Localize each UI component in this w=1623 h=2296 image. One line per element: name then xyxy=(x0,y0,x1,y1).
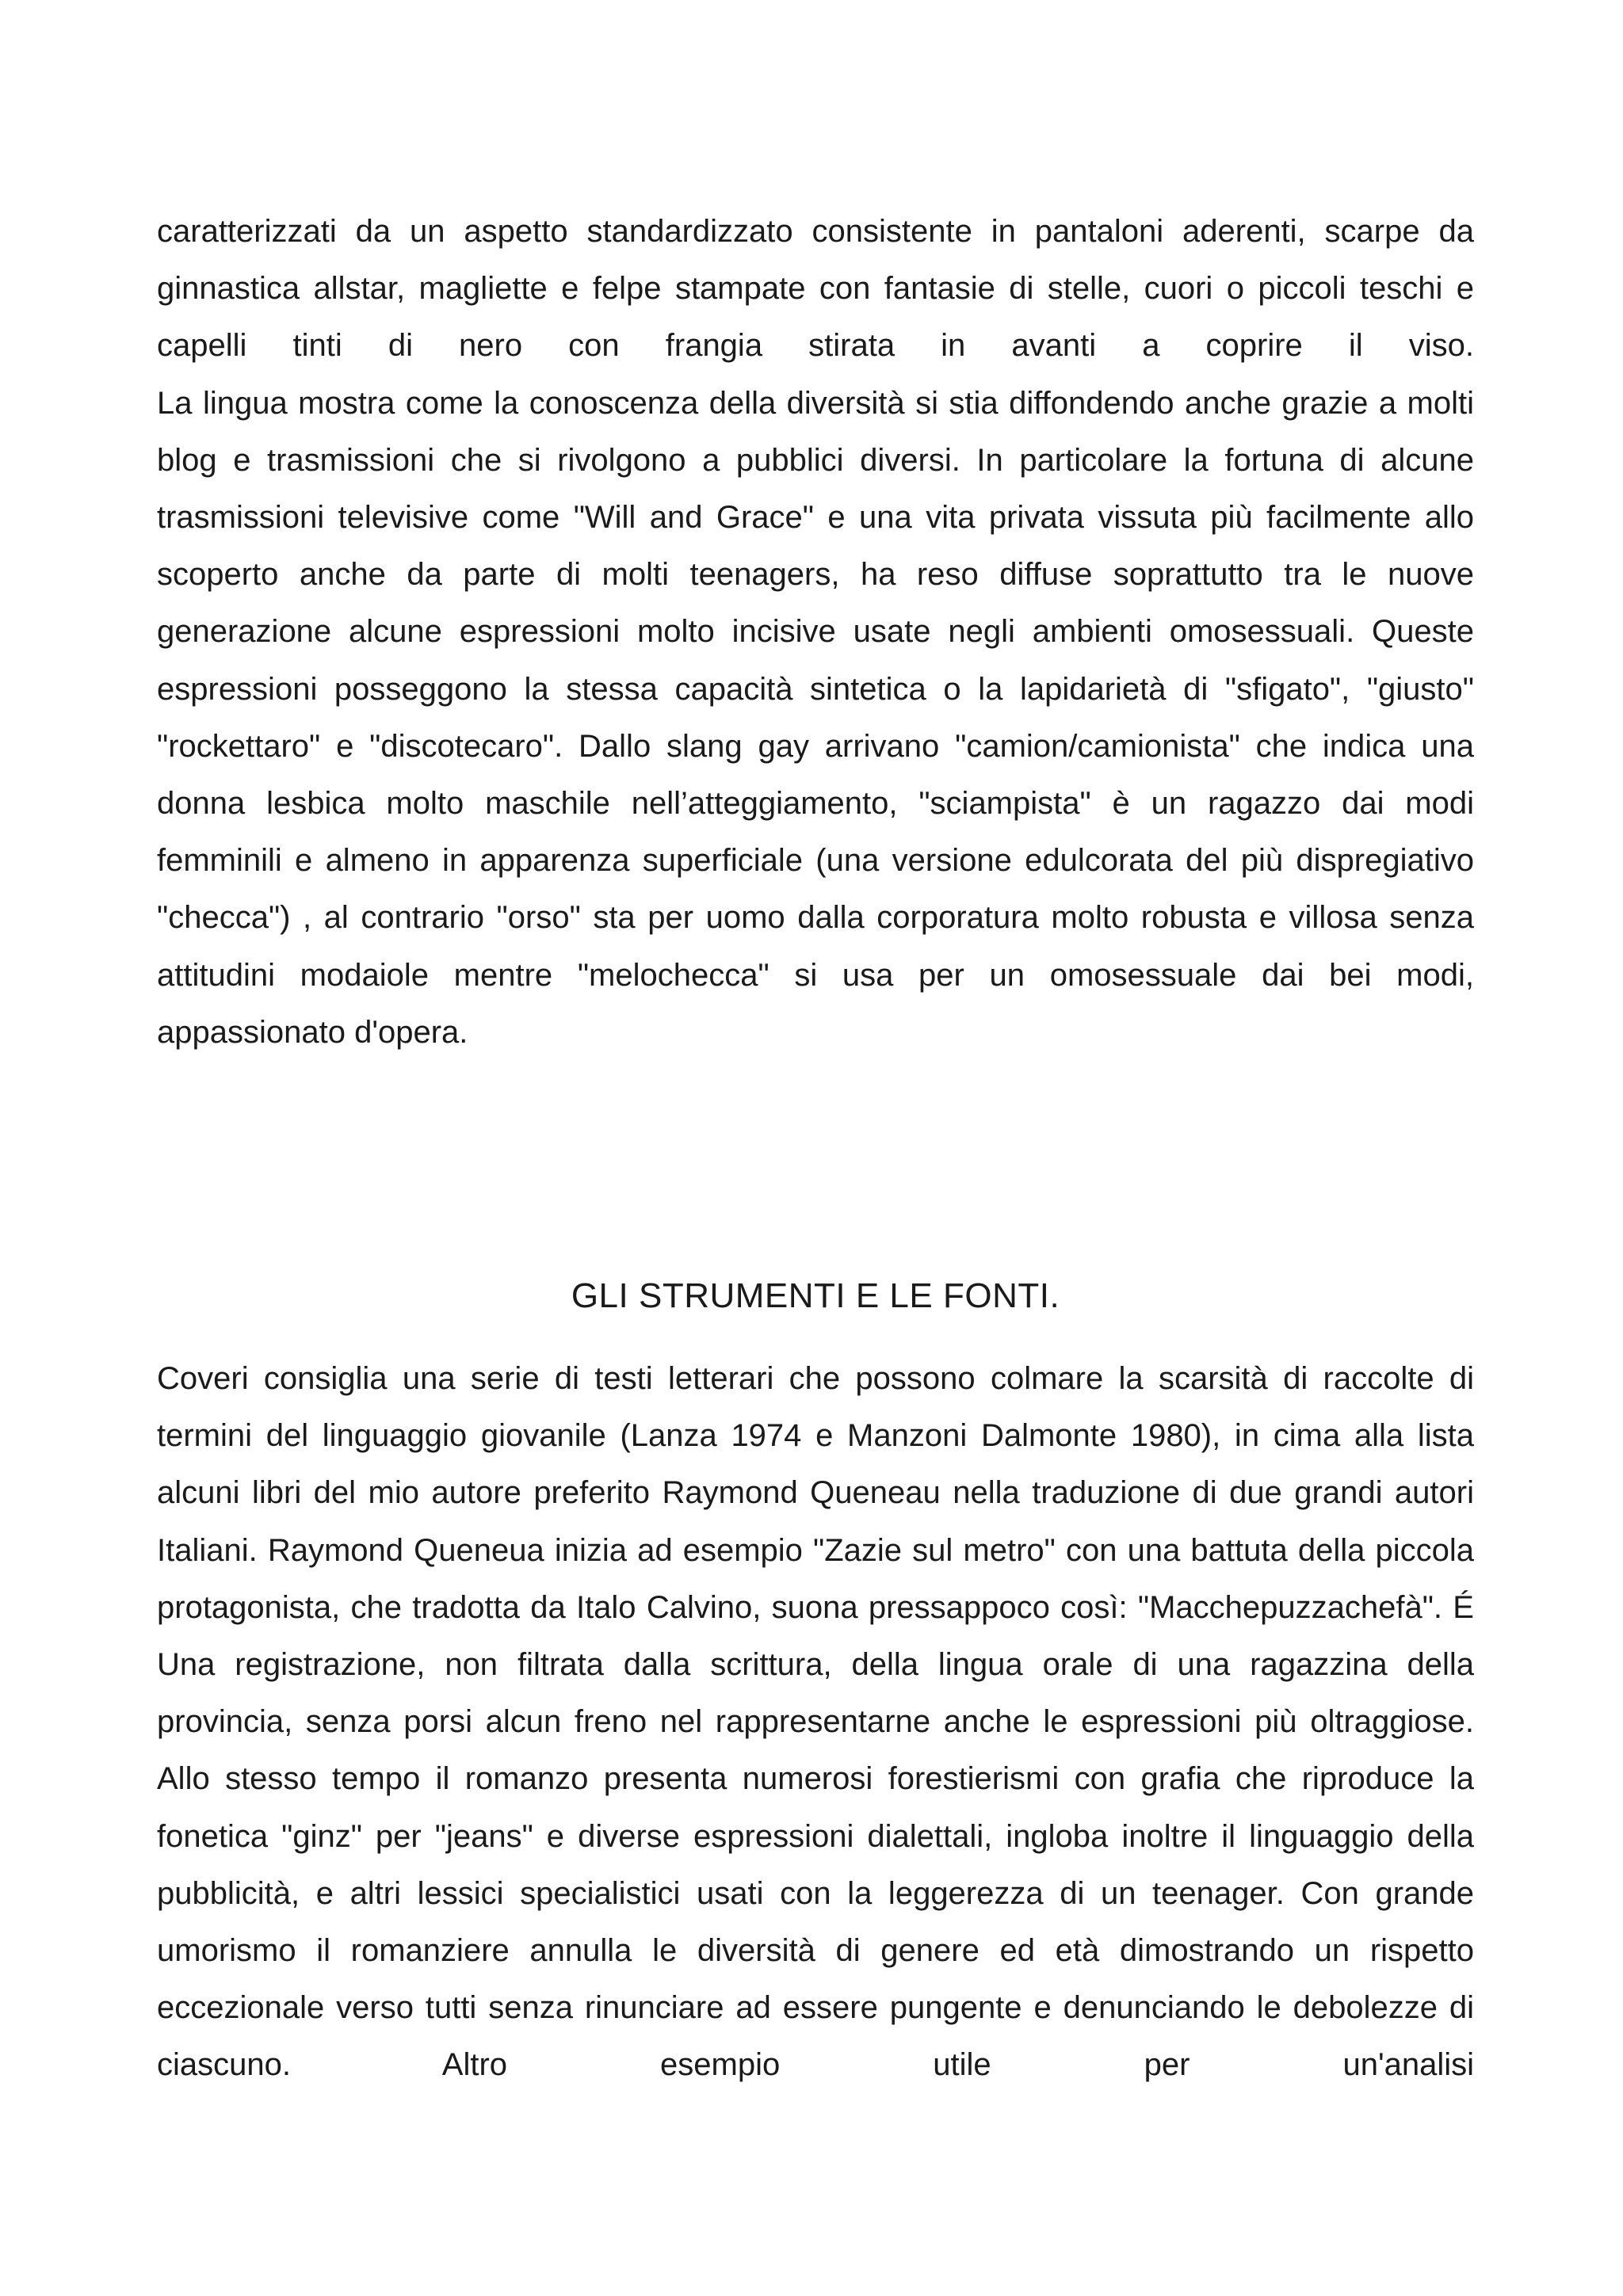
section-body-1 xyxy=(157,203,1474,1061)
section-body-2 xyxy=(157,1350,1474,2094)
body-paragraph: La lingua mostra come la conoscenza della diversità si stia diffondendo anche grazie a molti blog e trasmissioni che si rivolgono a pubblici diversi. In particolare la fortuna di alcune trasmissioni televisive come "Will and Grace" e una vita privata vissuta più facilmente allo scoperto anche da parte di molti teenagers, ha reso diffuse soprattutto tra le nuove generazione alcune espressioni molto incisive usate negli ambienti omosessuali. Queste espressioni posseggono la stessa capacità sintetica o la lapidarietà di "sfigato", "giusto" "rockettaro" e "discotecaro". Dallo slang gay arrivano "camion/camionista" che indica una donna lesbica molto maschile nell’atteggiamento, "sciampista" è un ragazzo dai modi femminili e almeno in apparenza superficiale (una versione edulcorata del più dispregiativo "checca") , al contrario "orso" sta per uomo dalla corporatura molto robusta e villosa senza attitudini modaiole mentre "melochecca" si usa per un omosessuale dai bei modi, appassionato d'opera. xyxy=(157,385,1474,1050)
body-paragraph: Coveri consiglia una serie di testi letterari che possono colmare la scarsità di raccolte di termini del linguaggio giovanile (Lanza 1974 e Manzoni Dalmonte 1980), in cima alla lista alcuni libri del mio autore preferito Raymond Queneau nella traduzione di due grandi autori Italiani. Raymond Queneua inizia ad esempio "Zazie sul metro" con una battuta della piccola protagonista, che tradotta da Italo Calvino, suona pressappoco così: "Macchepuzzachefà". É Una registrazione, non filtrata dalla scrittura, della lingua orale di una ragazzina della provincia, senza porsi alcun freno nel rappresentarne anche le espressioni più oltraggiose. Allo stesso tempo il romanzo presenta numerosi forestierismi con grafia che riproduce la fonetica "ginz" per "jeans" e diverse espressioni dialettali, ingloba inoltre il linguaggio della pubblicità, e altri lessici specialistici usati con la leggerezza di un teenager. Con grande umorismo il romanziere annulla le diversità di genere ed età dimostrando un rispetto eccezionale verso tutti senza rinunciare ad essere pungente e denunciando le debolezze di ciascuno. Altro esempio utile per un'analisi xyxy=(157,1361,1474,2083)
body-paragraph: caratterizzati da un aspetto standardizzato consistente in pantaloni aderenti, scarpe da ginnastica allstar, magliette e felpe stampate con fantasie di stelle, cuori o piccoli teschi e capelli tinti di nero con frangia stirata in avanti a coprire il viso. xyxy=(157,214,1474,364)
section-heading: GLI STRUMENTI E LE FONTI. xyxy=(571,1276,1060,1315)
